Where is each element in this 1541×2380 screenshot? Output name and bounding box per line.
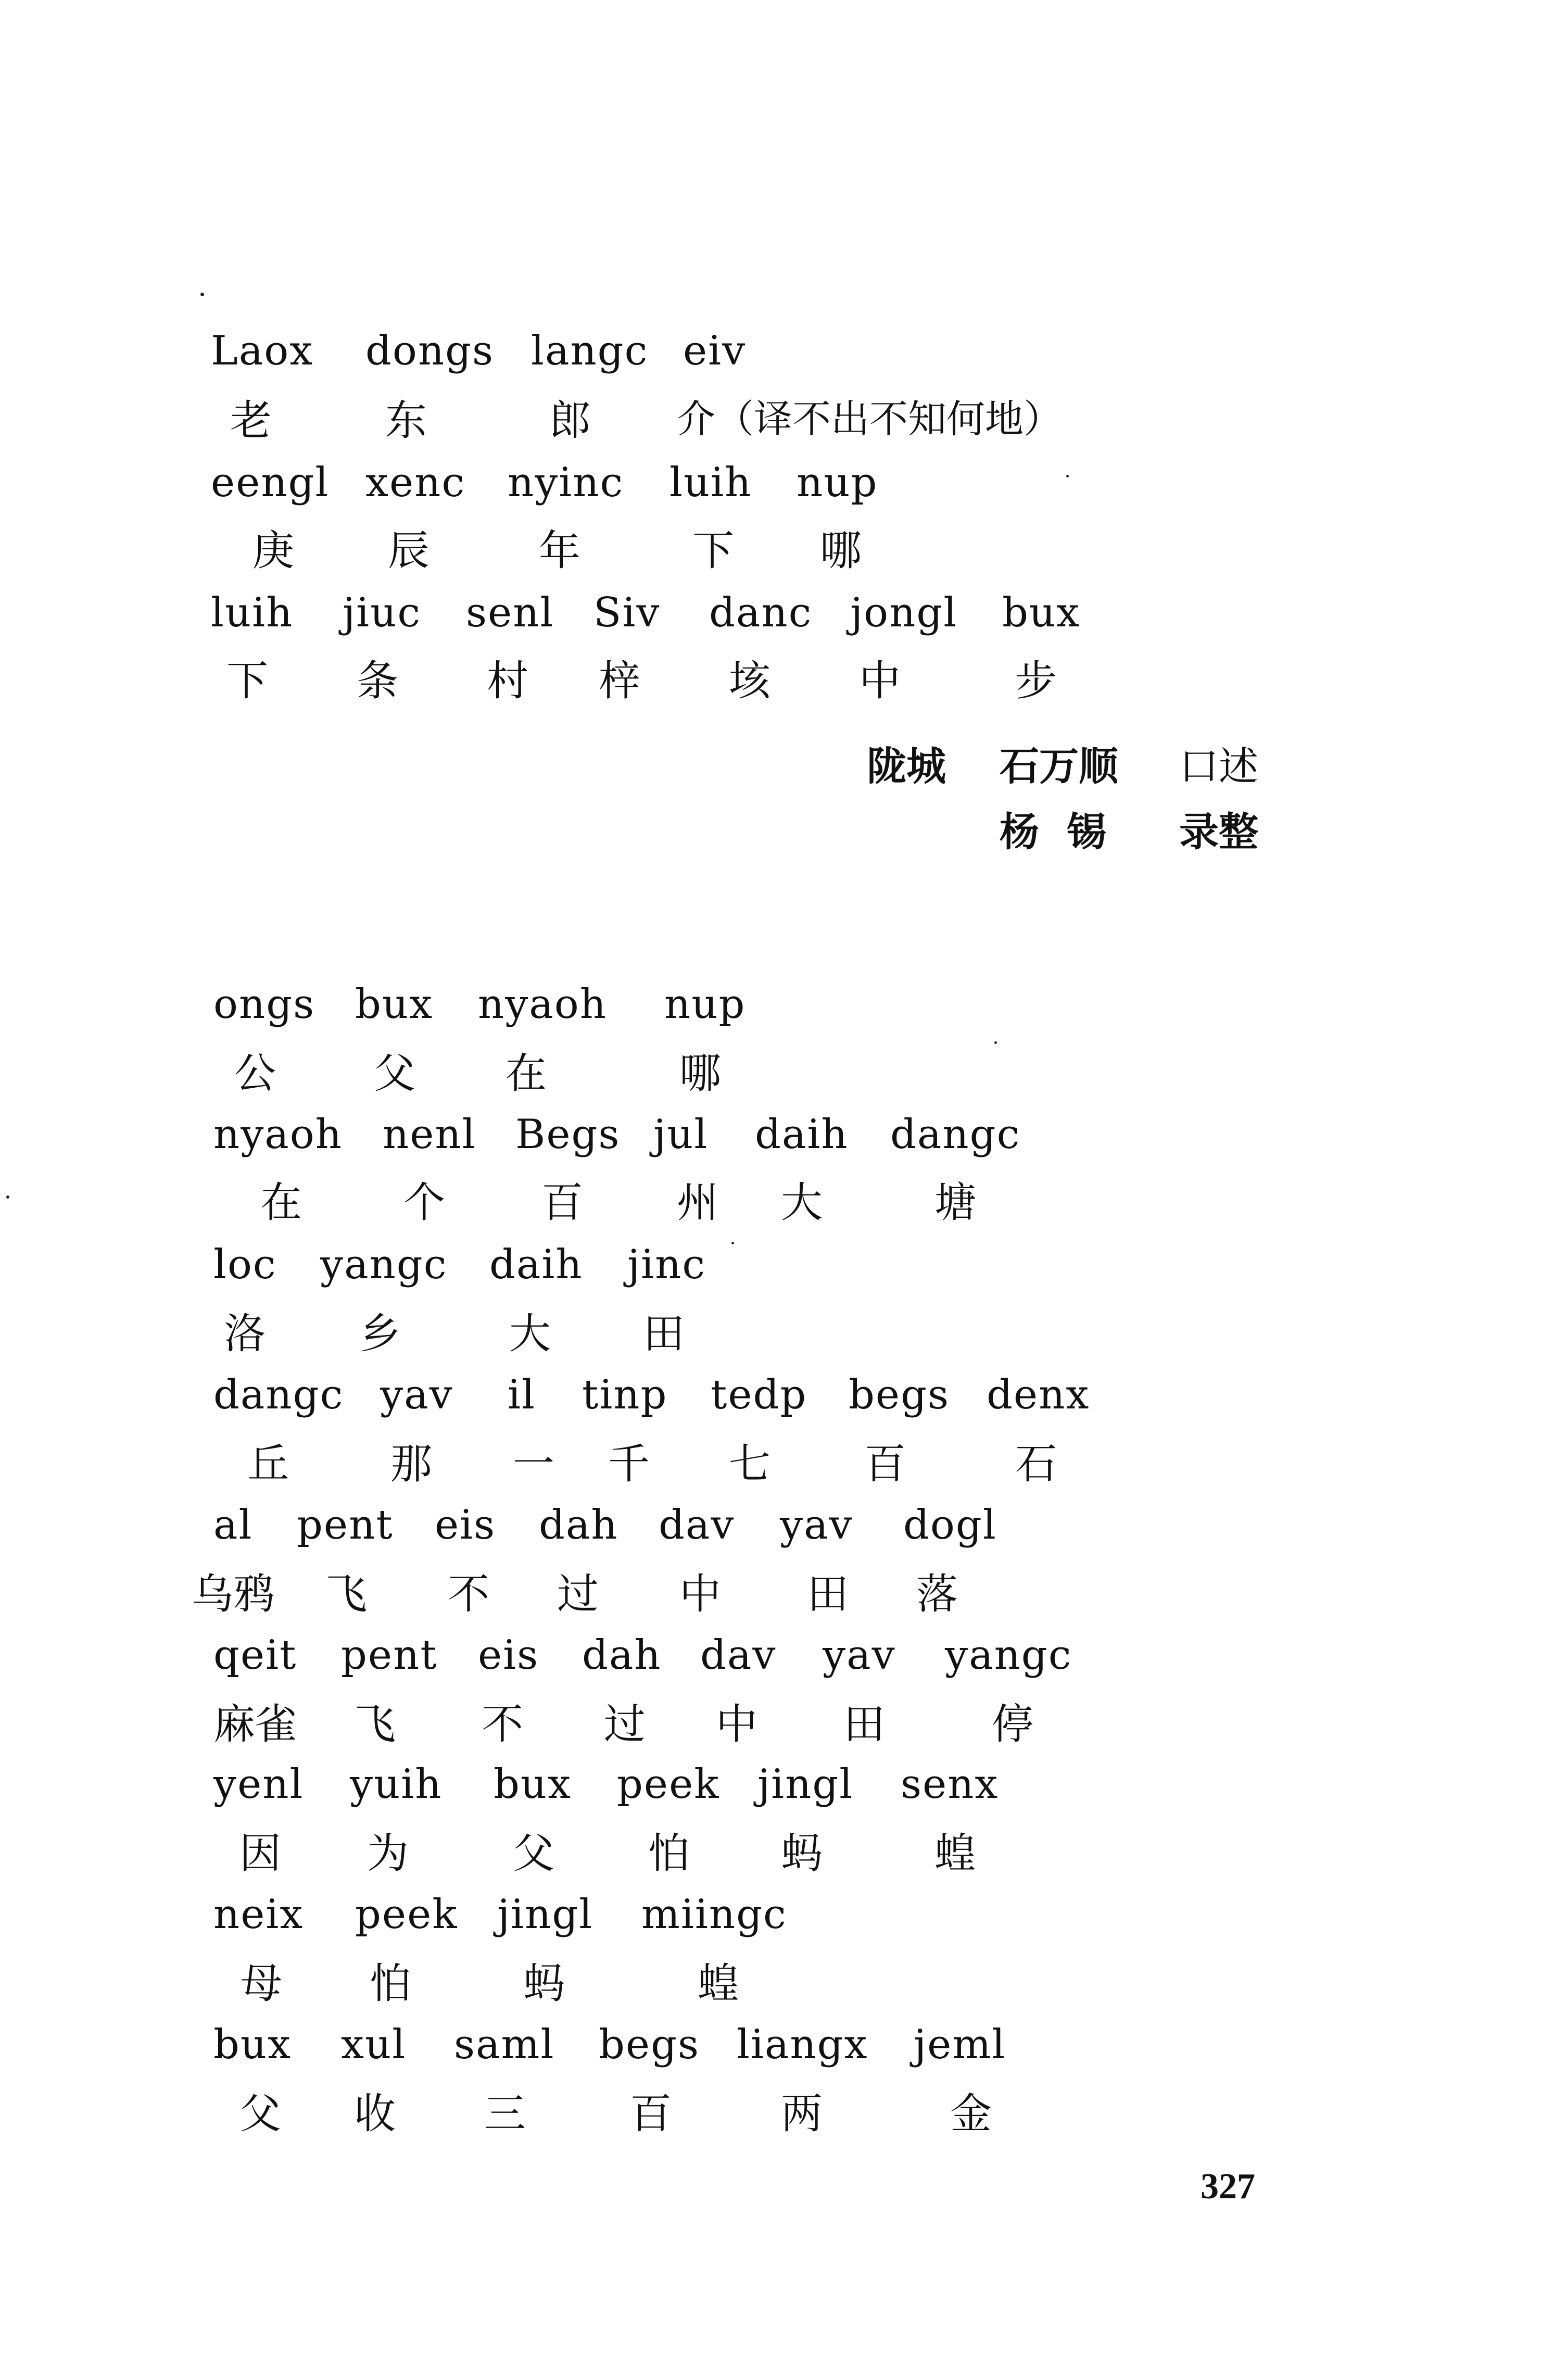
verse-chinese-line [0,1309,1541,1381]
han-word: 垓 [729,657,770,705]
han-word: 田 [643,1309,685,1358]
rom-word: ongs [213,981,315,1028]
han-word: 下 [226,657,268,705]
rom-word: Laox [211,328,314,374]
rom-word: danc [709,589,813,636]
han-word: 公 [234,1049,276,1098]
rom-word: il [508,1371,536,1418]
title-romanized-line-1 [0,328,1541,398]
rom-word: luih [211,589,294,636]
rom-word: bux [355,981,434,1028]
scan-speck [200,293,204,296]
han-word: 落 [916,1570,958,1618]
verse-chinese-line [0,1570,1541,1641]
han-word: 不 [482,1700,523,1748]
han-word: 百 [541,1178,583,1227]
rom-word: dongs [365,328,495,374]
han-word: 丘 [247,1440,289,1488]
han-word: 因 [239,1829,281,1878]
rom-word: pent [297,1502,394,1548]
rom-word: dah [582,1632,662,1679]
rom-word: eis [435,1502,496,1548]
rom-word: jongl [850,589,958,636]
han-word: 在 [260,1178,302,1227]
han-word: 两 [781,2089,823,2138]
rom-word: luih [670,459,752,506]
verse-chinese-line [0,1959,1541,2031]
han-word: 飞 [354,1700,396,1748]
rom-word: senl [466,589,554,636]
han-word: 中 [859,657,901,705]
han-word: 麻雀 [213,1700,297,1748]
han-word: 东 [385,396,427,445]
han-word: 过 [557,1570,599,1618]
han-word: 条 [357,657,398,705]
rom-word: nyinc [508,459,624,506]
verse-romanized-line [0,1111,1541,1182]
rom-word: eengl [211,459,330,506]
han-word: 蝗 [934,1829,976,1878]
han-word: 石 [1015,1440,1057,1488]
han-word: 州 [677,1178,718,1227]
rom-word: dangc [890,1111,1021,1158]
rom-word: xul [341,2021,407,2068]
verse-romanized-line [0,1241,1541,1312]
rom-word: jul [653,1111,709,1158]
title-chinese-line-1 [0,396,1541,468]
rom-word: Siv [593,589,661,636]
rom-word: jeml [914,2021,1006,2068]
verse-chinese-line [0,2089,1541,2161]
verse-romanized-line [0,1502,1541,1572]
han-word: 步 [1015,657,1057,705]
rom-word: loc [213,1241,277,1288]
han-word: 庚 [252,526,294,575]
han-word: 介（译不出不知何地） [677,397,1062,442]
han-word: 中 [716,1700,757,1748]
han-word: 蚂 [523,1959,565,2008]
han-word: 飞 [325,1570,367,1618]
han-word: 蚂 [781,1829,823,1878]
credit-recorder: 杨 锡 [1000,809,1106,855]
rom-word: begs [599,2021,700,2068]
rom-word: pent [341,1632,438,1679]
rom-word: yangc [320,1241,448,1288]
title-chinese-line-2 [0,526,1541,598]
han-word: 千 [608,1440,650,1488]
rom-word: bux [213,2021,292,2068]
rom-word: senx [901,1761,999,1808]
han-word: 乡 [359,1309,401,1358]
rom-word: nup [664,981,746,1028]
han-word: 老 [230,396,272,445]
han-word: 一 [513,1440,554,1488]
verse-romanized-line [0,1371,1541,1442]
han-word: 个 [403,1178,445,1227]
rom-word: denx [987,1371,1090,1418]
rom-word: qeit [213,1632,297,1679]
rom-word: bux [1002,589,1081,636]
verse-chinese-line [0,1178,1541,1250]
han-word: 哪 [820,526,862,575]
rom-word: dogl [903,1502,997,1548]
rom-word: eiv [683,328,747,374]
rom-word: peek [617,1761,720,1808]
han-word: 大 [781,1178,823,1227]
rom-word: tinp [582,1371,668,1418]
han-word: 蝗 [698,1959,739,2008]
han-word: 停 [992,1700,1033,1748]
han-word: 哪 [679,1049,721,1098]
credit-role: 口述 [1179,743,1258,789]
han-word: 父 [239,2089,281,2138]
han-word: 父 [374,1049,415,1098]
rom-word: jingl [497,1891,593,1938]
credit-line-recorder [0,809,1541,880]
han-word: 过 [604,1700,646,1748]
rom-word: dav [659,1502,735,1548]
title-romanized-line-3 [0,589,1541,660]
credit-line-narrator [0,743,1541,814]
han-word: 百 [864,1440,906,1488]
rom-word: yenl [213,1761,304,1808]
han-word: 乌鸦 [192,1570,275,1618]
rom-word: neix [213,1891,304,1938]
rom-word: dav [700,1632,777,1679]
han-word: 梓 [599,657,640,705]
han-word: 下 [692,526,734,575]
han-word: 中 [679,1570,721,1618]
rom-word: nup [797,459,878,506]
han-word: 大 [509,1309,551,1358]
rom-word: bux [494,1761,572,1808]
han-word: 为 [367,1829,409,1878]
rom-word: yav [780,1502,853,1548]
rom-word: yav [823,1632,896,1679]
han-word: 辰 [388,526,430,575]
han-word: 父 [513,1829,554,1878]
verse-romanized-line [0,1761,1541,1832]
han-word: 在 [505,1049,547,1098]
han-word: 母 [241,1959,282,2008]
rom-word: dangc [213,1371,344,1418]
han-word: 郎 [549,396,591,445]
rom-word: tedp [711,1371,807,1418]
verse-romanized-line [0,1891,1541,1962]
han-word: 年 [539,526,580,575]
han-word: 百 [630,2089,672,2138]
verse-chinese-line [0,1049,1541,1120]
page-number: 327 [1201,2167,1255,2207]
rom-word: yangc [945,1632,1072,1679]
rom-word: eis [478,1632,539,1679]
han-word: 金 [950,2089,992,2138]
rom-word: langc [531,328,649,374]
rom-word: Begs [515,1111,621,1158]
rom-word: saml [454,2021,555,2068]
han-word: 那 [390,1440,432,1488]
credit-role: 录整 [1179,809,1258,855]
han-word: 塘 [934,1178,976,1227]
title-romanized-line-2 [0,459,1541,530]
han-word: 田 [807,1570,849,1618]
credit-place: 陇城 [867,743,946,789]
rom-word: daih [755,1111,849,1158]
rom-word: yav [380,1371,453,1418]
rom-word: miingc [641,1891,787,1938]
verse-chinese-line [0,1829,1541,1900]
han-word: 怕 [648,1829,690,1878]
rom-word: liangx [737,2021,868,2068]
rom-word: peek [355,1891,458,1938]
rom-word: nenl [383,1111,476,1158]
rom-word: nyaoh [213,1111,343,1158]
verse-romanized-line [0,1632,1541,1703]
han-word: 不 [448,1570,489,1618]
rom-word: dah [539,1502,618,1548]
rom-word: jinc [627,1241,706,1288]
rom-word: jiuc [343,589,422,636]
rom-word: daih [489,1241,583,1288]
han-word: 洛 [224,1309,266,1358]
rom-word: begs [849,1371,950,1418]
rom-word: jingl [757,1761,854,1808]
verse-chinese-line [0,1440,1541,1511]
han-word: 三 [484,2089,526,2138]
han-word: 七 [729,1440,770,1488]
han-word: 怕 [370,1959,411,2008]
rom-word: nyaoh [478,981,607,1028]
credit-narrator: 石万顺 [1000,743,1118,789]
han-word: 收 [354,2089,396,2138]
verse-romanized-line [0,981,1541,1052]
rom-word: xenc [365,459,466,506]
han-word: 田 [843,1700,885,1748]
verse-romanized-line [0,2021,1541,2092]
title-chinese-line-3 [0,657,1541,728]
rom-word: yuih [350,1761,443,1808]
han-word: 村 [487,657,528,705]
rom-word: al [213,1502,253,1548]
